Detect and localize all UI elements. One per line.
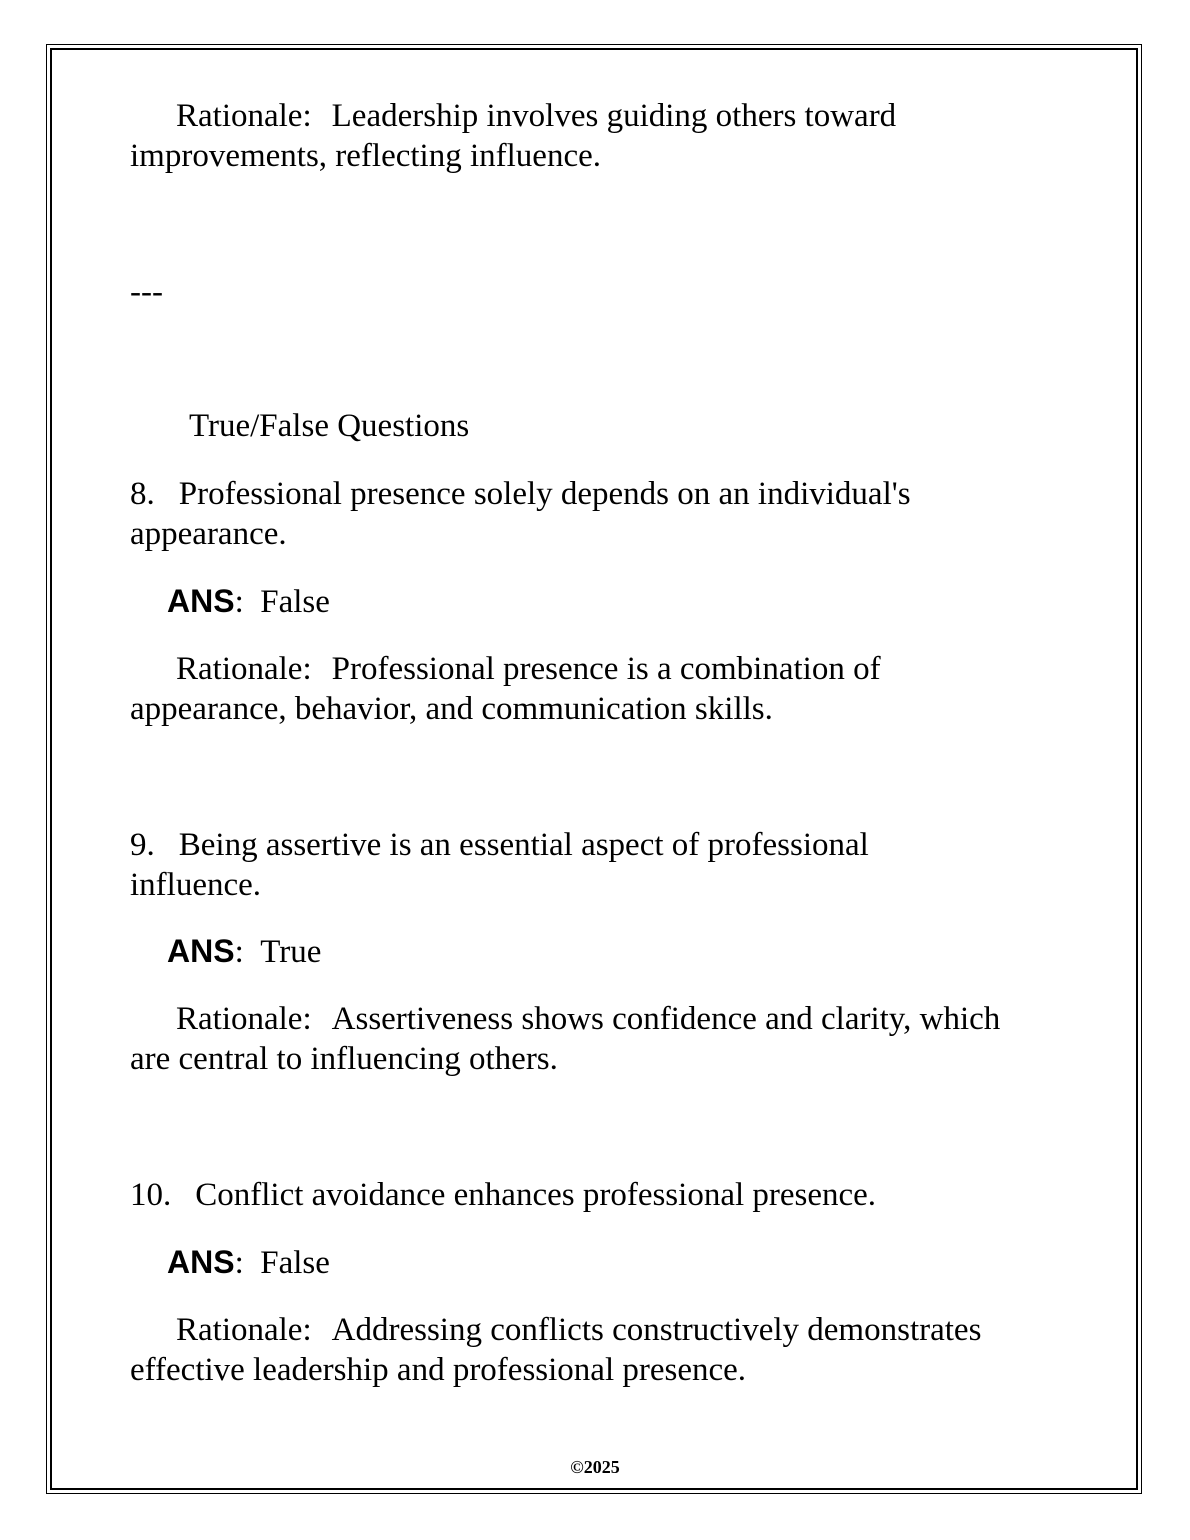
section-heading: True/False Questions	[189, 408, 470, 444]
ans-value: False	[260, 584, 330, 620]
ans-value: False	[260, 1245, 330, 1281]
rationale-8-line-1	[130, 649, 881, 689]
rationale-7-line-1	[130, 96, 896, 136]
question-number: 10.	[130, 1177, 172, 1213]
question-8-line-1	[130, 474, 911, 514]
question-10-line-1	[130, 1175, 876, 1215]
answer-10: ANS: False	[167, 1244, 330, 1281]
rationale-10-line-2: effective leadership and professional presence.	[130, 1352, 747, 1388]
separator: ---	[130, 274, 163, 310]
ans-label: ANS	[167, 1244, 235, 1280]
ans-label: ANS	[167, 933, 235, 969]
rationale-9-line-1	[130, 999, 1000, 1039]
rationale-label: Rationale:	[176, 1312, 312, 1348]
ans-value: True	[260, 934, 322, 970]
ans-label: ANS	[167, 583, 235, 619]
rationale-text: Addressing conflicts constructively demonstrates	[331, 1312, 982, 1348]
question-text: Professional presence solely depends on an individual's	[178, 476, 911, 512]
rationale-text: Professional presence is a combination of	[331, 651, 881, 687]
rationale-9-line-2: are central to influencing others.	[130, 1041, 558, 1077]
copyright-footer: ©2025	[570, 1457, 620, 1477]
question-9-line-1	[130, 825, 869, 865]
answer-9: ANS: True	[167, 933, 322, 970]
question-text: Conflict avoidance enhances professional presence.	[195, 1177, 877, 1213]
rationale-8-line-2: appearance, behavior, and communication skills.	[130, 691, 773, 727]
rationale-text: Assertiveness shows confidence and clarity, which	[331, 1001, 1001, 1037]
question-8-line-2: appearance.	[130, 516, 287, 552]
rationale-10-line-1	[130, 1310, 981, 1350]
question-number: 9.	[130, 827, 155, 863]
question-number: 8.	[130, 476, 155, 512]
question-text: Being assertive is an essential aspect of professional	[178, 827, 869, 863]
rationale-label: Rationale:	[176, 98, 312, 134]
rationale-label: Rationale:	[176, 1001, 312, 1037]
answer-8: ANS: False	[167, 583, 330, 620]
rationale-7-line-2: improvements, reflecting influence.	[130, 138, 601, 174]
rationale-text: Leadership involves guiding others toward	[331, 98, 897, 134]
question-9-line-2: influence.	[130, 867, 262, 903]
rationale-label: Rationale:	[176, 651, 312, 687]
